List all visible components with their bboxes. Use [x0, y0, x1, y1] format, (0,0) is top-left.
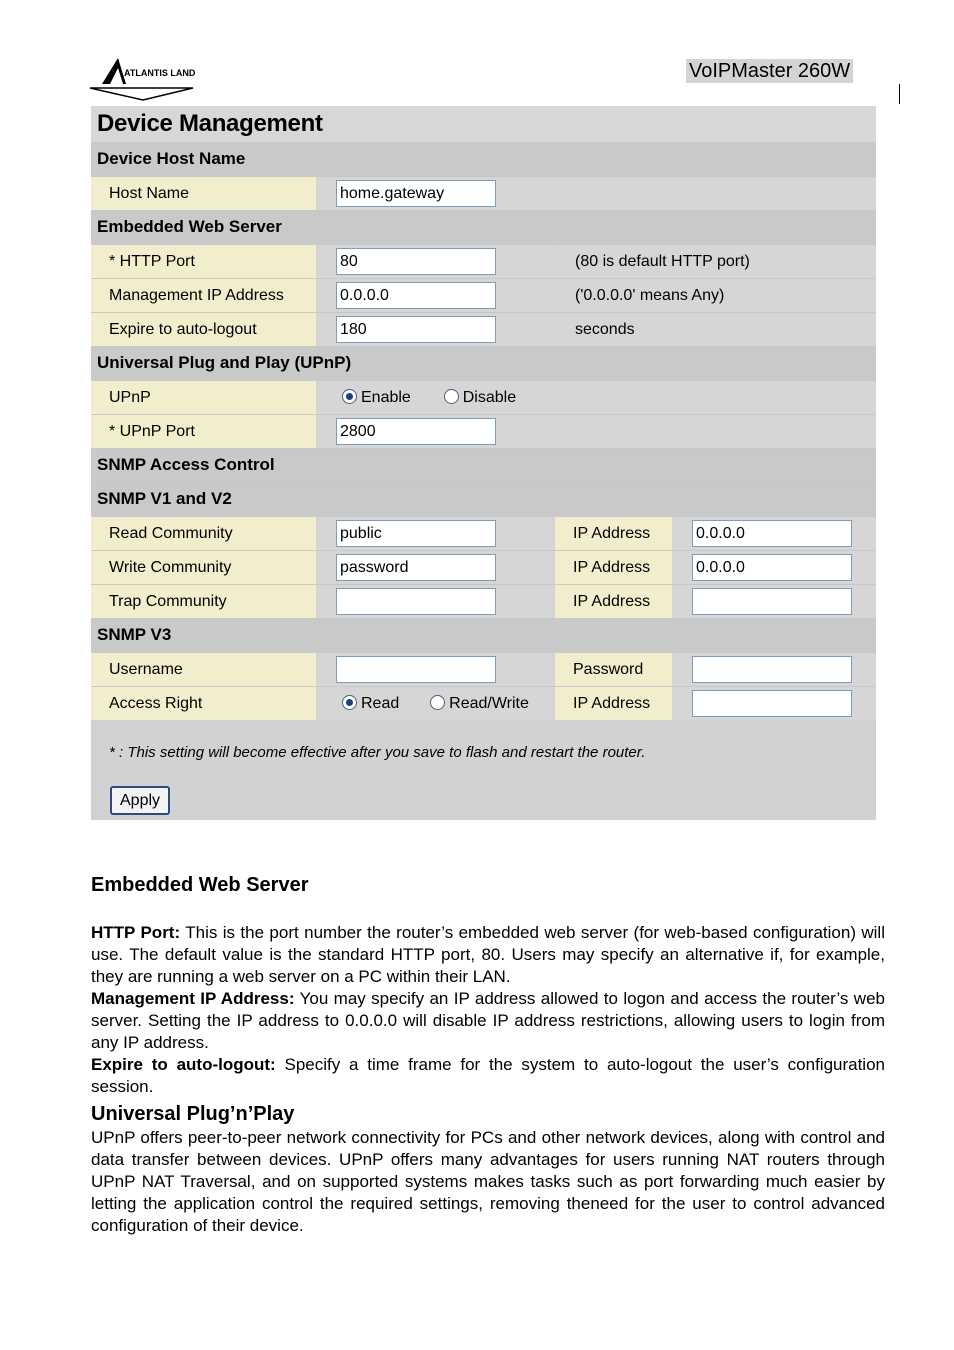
write-ip-input[interactable]: 0.0.0.0 [692, 554, 852, 581]
expire-desc: Specify a time frame for the system to auto-logout the user’s configuration session. [91, 1055, 885, 1096]
panel-title: Device Management [91, 106, 876, 142]
access-right-label: Access Right [91, 687, 316, 720]
read-community-label: Read Community [91, 517, 316, 550]
upnp-disable-label: Disable [462, 389, 517, 406]
row-upnp-port [91, 414, 876, 448]
write-community-label: Write Community [91, 551, 316, 584]
access-ip-input[interactable] [692, 690, 852, 717]
row-username [91, 652, 876, 686]
section-upnp: Universal Plug and Play (UPnP) [91, 346, 876, 380]
para-http-port [91, 922, 885, 988]
heading-upnp: Universal Plug’n’Play [91, 1103, 295, 1125]
upnp-port-input[interactable]: 2800 [336, 418, 496, 445]
logo-text: ATLANTIS LAND [124, 68, 196, 78]
access-readwrite-radio[interactable] [430, 695, 445, 710]
margin-bar [899, 84, 900, 104]
host-name-label: Host Name [91, 177, 316, 210]
upnp-enable-radio[interactable] [342, 389, 357, 404]
para-mgmt-ip [91, 988, 885, 1054]
restart-note: * : This setting will become effective after you save to flash and restart the router. [91, 720, 876, 766]
section-host-name: Device Host Name [91, 142, 876, 176]
body-text-web-server [91, 922, 885, 1098]
write-community-input[interactable]: password [336, 554, 496, 581]
trap-community-label: Trap Community [91, 585, 316, 618]
password-input[interactable] [692, 656, 852, 683]
apply-row [91, 766, 876, 820]
http-port-hint: (80 is default HTTP port) [555, 245, 876, 278]
expire-term: Expire to auto-logout: [91, 1055, 276, 1074]
write-ip-label: IP Address [555, 551, 672, 584]
access-read-radio[interactable] [342, 695, 357, 710]
row-trap-community [91, 584, 876, 618]
read-ip-label: IP Address [555, 517, 672, 550]
read-community-input[interactable]: public [336, 520, 496, 547]
password-label: Password [555, 653, 672, 686]
row-read-community [91, 516, 876, 550]
section-web-server: Embedded Web Server [91, 210, 876, 244]
device-management-panel [91, 106, 876, 820]
mgmt-ip-hint: ('0.0.0.0' means Any) [555, 279, 876, 312]
section-snmp-v3: SNMP V3 [91, 618, 876, 652]
access-read-label: Read [361, 695, 400, 712]
http-port-label: * HTTP Port [91, 245, 316, 278]
expire-label: Expire to auto-logout [91, 313, 316, 346]
section-snmp: SNMP Access Control [91, 448, 876, 482]
mgmt-ip-input[interactable]: 0.0.0.0 [336, 282, 496, 309]
mgmt-ip-desc: You may specify an IP address allowed to logon and access the router’s web server. Setting the IP address to 0.0.0.0 will disable IP address restrictions, allowing users to login from any IP address. [91, 989, 885, 1052]
upnp-label: UPnP [91, 381, 316, 414]
section-snmp-v1v2: SNMP V1 and V2 [91, 482, 876, 516]
para-expire [91, 1054, 885, 1098]
atlantis-logo [88, 52, 198, 102]
username-input[interactable] [336, 656, 496, 683]
http-port-term: HTTP Port: [91, 923, 181, 942]
http-port-desc: This is the port number the router’s embedded web server (for web-based configuration) will use. The default value is the standard HTTP port, 80. Users may specify an alternative if, for example, they are running a web server on a PC within their LAN. [91, 923, 885, 986]
read-ip-input[interactable]: 0.0.0.0 [692, 520, 852, 547]
upnp-port-label: * UPnP Port [91, 415, 316, 448]
http-port-input[interactable]: 80 [336, 248, 496, 275]
trap-ip-label: IP Address [555, 585, 672, 618]
row-write-community [91, 550, 876, 584]
row-upnp [91, 380, 876, 414]
heading-embedded-web-server: Embedded Web Server [91, 874, 309, 896]
product-name: VoIPMaster 260W [686, 59, 853, 83]
apply-button[interactable]: Apply [110, 786, 170, 815]
row-http-port [91, 244, 876, 278]
host-name-input[interactable]: home.gateway [336, 180, 496, 207]
mgmt-ip-label: Management IP Address [91, 279, 316, 312]
row-host-name [91, 176, 876, 210]
mgmt-ip-term: Management IP Address: [91, 989, 295, 1008]
access-ip-label: IP Address [555, 687, 672, 720]
access-readwrite-label: Read/Write [449, 695, 529, 712]
row-expire [91, 312, 876, 346]
row-access-right [91, 686, 876, 720]
para-upnp: UPnP offers peer-to-peer network connectivity for PCs and other network devices, along with control and data transfer between devices. UPnP offers many advantages for users running NAT routers through UPnP NAT Traversal, and on supported systems makes tasks such as port forwarding much easier by letting the application control the required settings, removing theneed for the user to control advanced configuration of their device. [91, 1128, 885, 1235]
upnp-disable-radio[interactable] [444, 389, 459, 404]
expire-hint: seconds [555, 313, 876, 346]
upnp-enable-label: Enable [361, 389, 411, 406]
trap-community-input[interactable] [336, 588, 496, 615]
trap-ip-input[interactable] [692, 588, 852, 615]
username-label: Username [91, 653, 316, 686]
expire-input[interactable]: 180 [336, 316, 496, 343]
row-mgmt-ip [91, 278, 876, 312]
